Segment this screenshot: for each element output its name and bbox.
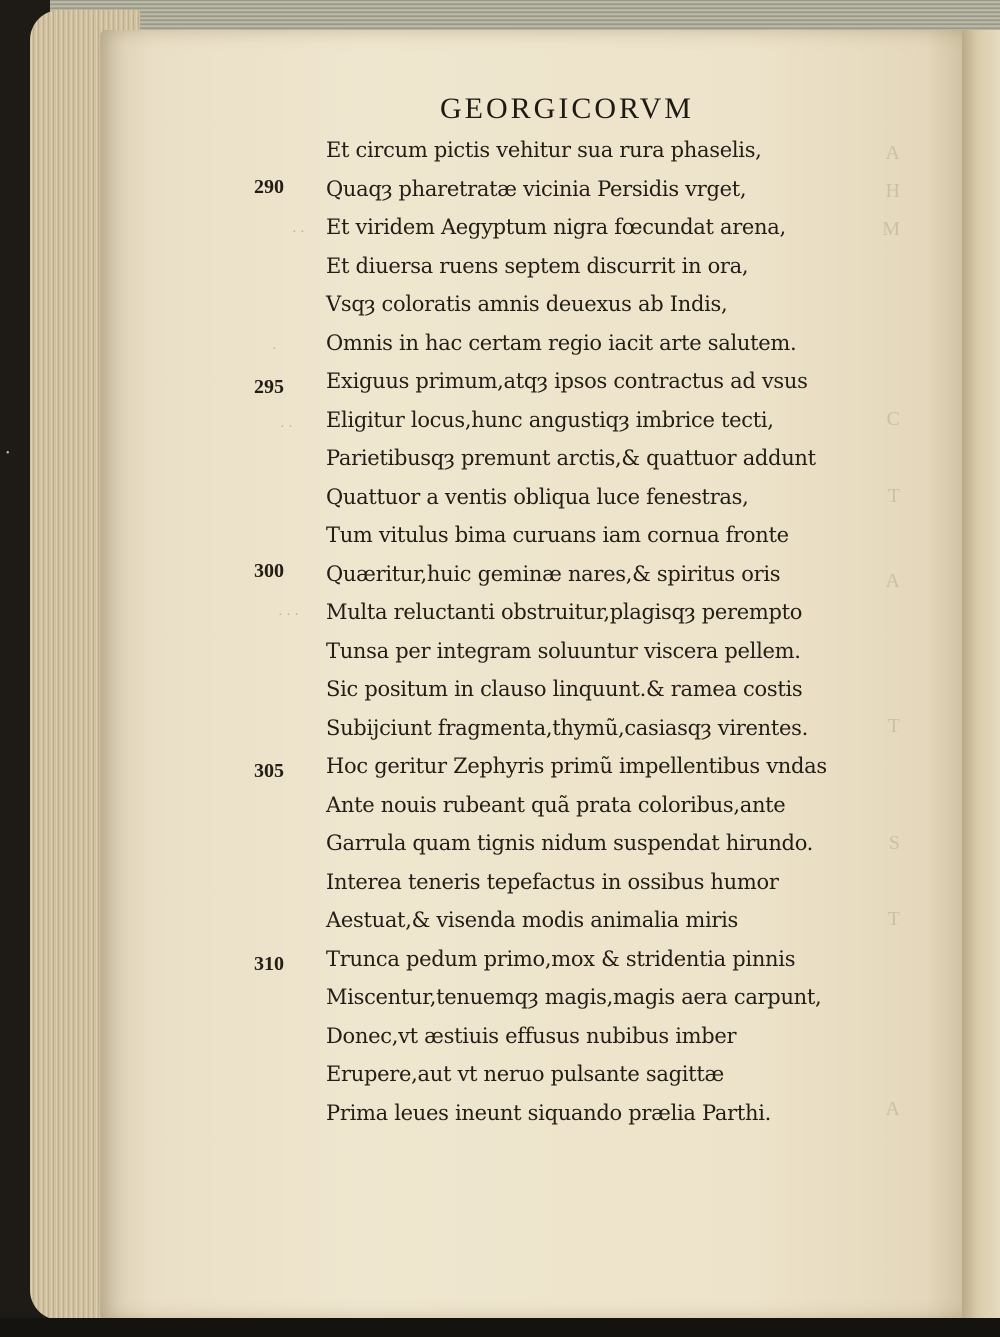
verse-line: Omnis in hac certam regio iacit arte salutem. xyxy=(326,331,797,355)
verse-line: Prima leues ineunt siquando prælia Parthi. xyxy=(326,1101,771,1125)
show-through-mark: T xyxy=(887,485,900,507)
verse-line: Subijciunt fragmenta,thymũ,casiasqȝ virentes. xyxy=(326,716,808,740)
margin-mark: · · xyxy=(280,420,293,435)
verse-line: Eligitur locus,hunc angustiqȝ imbrice tecti, xyxy=(326,408,774,432)
line-number: 310 xyxy=(254,953,284,975)
show-through-mark: A xyxy=(885,1098,900,1120)
verse-line: Et viridem Aegyptum nigra fœcundat arena, xyxy=(326,215,786,239)
show-through-mark: M xyxy=(882,218,900,240)
line-number: 300 xyxy=(254,560,284,582)
verse-line: Ante nouis rubeant quã prata coloribus,ante xyxy=(326,793,786,817)
show-through-mark: T xyxy=(887,908,900,930)
verse-line: Aestuat,& visenda modis animalia miris xyxy=(326,908,739,932)
verse-line: Et circum pictis vehitur sua rura phaselis, xyxy=(326,138,762,162)
verse-line: Multa reluctanti obstruitur,plagisqȝ perempto xyxy=(326,600,803,624)
verse-line: Miscentur,tenuemqȝ magis,magis aera carpunt, xyxy=(326,985,822,1009)
verse-line: Garrula quam tignis nidum suspendat hirundo. xyxy=(326,831,814,855)
margin-mark: · xyxy=(272,342,277,357)
verse-line: Quæritur,huic geminæ nares,& spiritus oris xyxy=(326,562,781,586)
verse-line: Et diuersa ruens septem discurrit in ora, xyxy=(326,254,749,278)
verse-line: Quattuor a ventis obliqua luce fenestras, xyxy=(326,485,749,509)
scan-bottom-edge xyxy=(0,1318,1000,1337)
show-through-mark: S xyxy=(888,832,900,854)
verse-line: Tum vitulus bima curuans iam cornua fronte xyxy=(326,523,789,547)
margin-mark: · · xyxy=(292,225,305,240)
verse-line: Exiguus primum,atqȝ ipsos contractus ad vsus xyxy=(326,369,808,393)
line-number: 305 xyxy=(254,760,284,782)
running-header: GEORGICORVM xyxy=(440,92,694,125)
line-number: 295 xyxy=(254,376,284,398)
verse-line: Trunca pedum primo,mox & stridentia pinnis xyxy=(326,947,796,971)
show-through-mark: A xyxy=(885,142,900,164)
verse-line: Parietibusqȝ premunt arctis,& quattuor addunt xyxy=(326,446,816,470)
line-number: 290 xyxy=(254,176,284,198)
verse-line: Donec,vt æstiuis effusus nubibus imber xyxy=(326,1024,737,1048)
show-through-mark: C xyxy=(886,408,900,430)
show-through-mark: T xyxy=(887,715,900,737)
verse-line: Hoc geritur Zephyris primũ impellentibus vndas xyxy=(326,754,827,778)
verse-line: Sic positum in clauso linquunt.& ramea costis xyxy=(326,677,803,701)
verse-line: Tunsa per integram soluuntur viscera pellem. xyxy=(326,639,801,663)
margin-mark: · · · xyxy=(278,608,299,623)
verse-line: Erupere,aut vt neruo pulsante sagittæ xyxy=(326,1062,724,1086)
dust-mark: • xyxy=(6,448,10,459)
show-through-mark: A xyxy=(885,570,900,592)
facing-page-gutter xyxy=(962,30,1000,1337)
show-through-mark: H xyxy=(885,180,900,202)
verse-line: Quaqȝ pharetratæ vicinia Persidis vrget, xyxy=(326,177,747,201)
verse-line: Interea teneris tepefactus in ossibus humor xyxy=(326,870,779,894)
verse-line: Vsqȝ coloratis amnis deuexus ab Indis, xyxy=(326,292,728,316)
